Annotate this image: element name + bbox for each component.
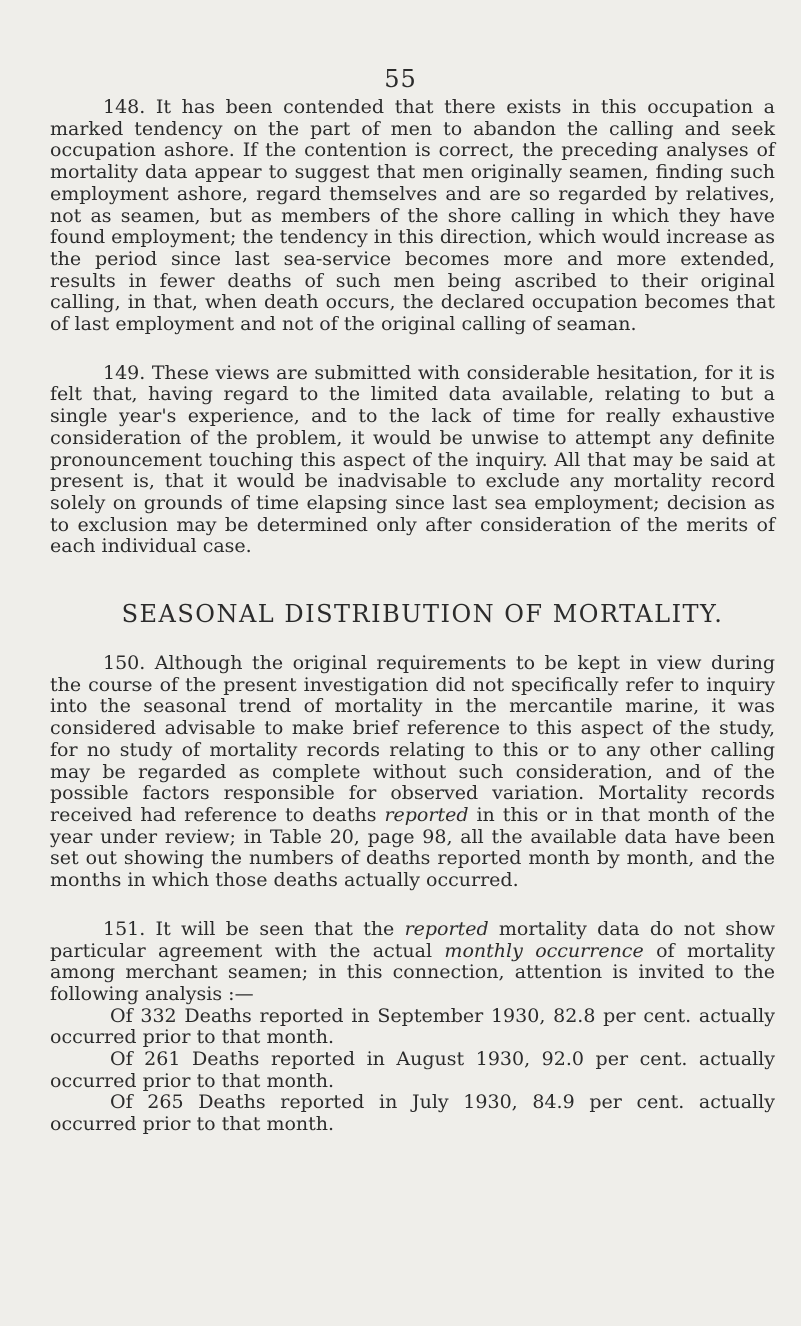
- paragraph-151-text-3: of mortality among merchant seamen; in this connection, attention is invited to the following analysis :—: [50, 939, 775, 1005]
- analysis-item-september: Of 332 Deaths reported in September 1930, 82.8 per cent. actually occurred prior to that month.: [50, 1004, 775, 1049]
- paragraph-151-text-2: mortality data do not show particular agreement with the actual: [50, 917, 775, 962]
- paragraph-149: 149. These views are submitted with considerable hesitation, for it is felt that, having regard to the limited data available, relating to but a single year's experience, and to the lack of time for really exhaustive consideration of the problem, it would be unwise to attempt any definite pronouncement touching this aspect of the inquiry. All that may be said at present is, that it would be inadvisable to exclude any mortality record solely on grounds of time elapsing since last sea employment; decision as to exclusion may be determined only after consideration of the merits of each individual case.: [50, 361, 775, 558]
- analysis-list: [50, 1006, 775, 1136]
- analysis-item-july: Of 265 Deaths reported in July 1930, 84.9 per cent. actually occurred prior to that month.: [50, 1091, 775, 1136]
- paragraph-151-italic-monthly-occurrence: monthly occurrence: [444, 939, 644, 962]
- paragraph-150-italic-reported: reported: [384, 803, 469, 826]
- paragraph-151-italic-reported: reported: [404, 917, 489, 940]
- paragraph-150-text-2: in this or in that month of the year under review; in Table 20, page 98, all the available data have been set out showing the numbers of deaths reported month by month, and the months in which those deaths actually occurred.: [50, 803, 775, 892]
- page-number: 55: [384, 65, 417, 93]
- body-text: [50, 97, 775, 1136]
- paragraph-150-text-1: 150. Although the original requirements to be kept in view during the course of the present investigation did not specifically refer to inquiry into the seasonal trend of mortality in the mercantile marine, it was considered advisable to make brief reference to this aspect of the study, for no study of mortality records relating to this or to any other calling may be regarded as complete without such consideration, and of the possible factors responsible for observed variation. Mortality records received had reference to deaths: [50, 652, 775, 826]
- section-heading: SEASONAL DISTRIBUTION OF MORTALITY.: [121, 600, 724, 629]
- paragraph-150: [50, 653, 775, 892]
- paragraph-151: [50, 919, 775, 1006]
- analysis-item-august: Of 261 Deaths reported in August 1930, 92.0 per cent. actually occurred prior to that month.: [50, 1048, 775, 1092]
- paragraph-151-text-1: 151. It will be seen that the: [103, 917, 405, 940]
- paragraph-148: 148. It has been contended that there exists in this occupation a marked tendency on the part of men to abandon the calling and seek occupation ashore. If the contention is correct, the preceding analyses of mortality data appear to suggest that men originally seamen, finding such employment ashore, regard themselves and are so regarded by relatives, not as seamen, but as members of the shore calling in which they have found employment; the tendency in this direction, which would increase as the period since last sea-service becomes more and more extended, results in fewer deaths of such men being ascribed to their original calling, in that, when death occurs, the declared occupation becomes that of last employment and not of the original calling of seaman.: [50, 96, 775, 336]
